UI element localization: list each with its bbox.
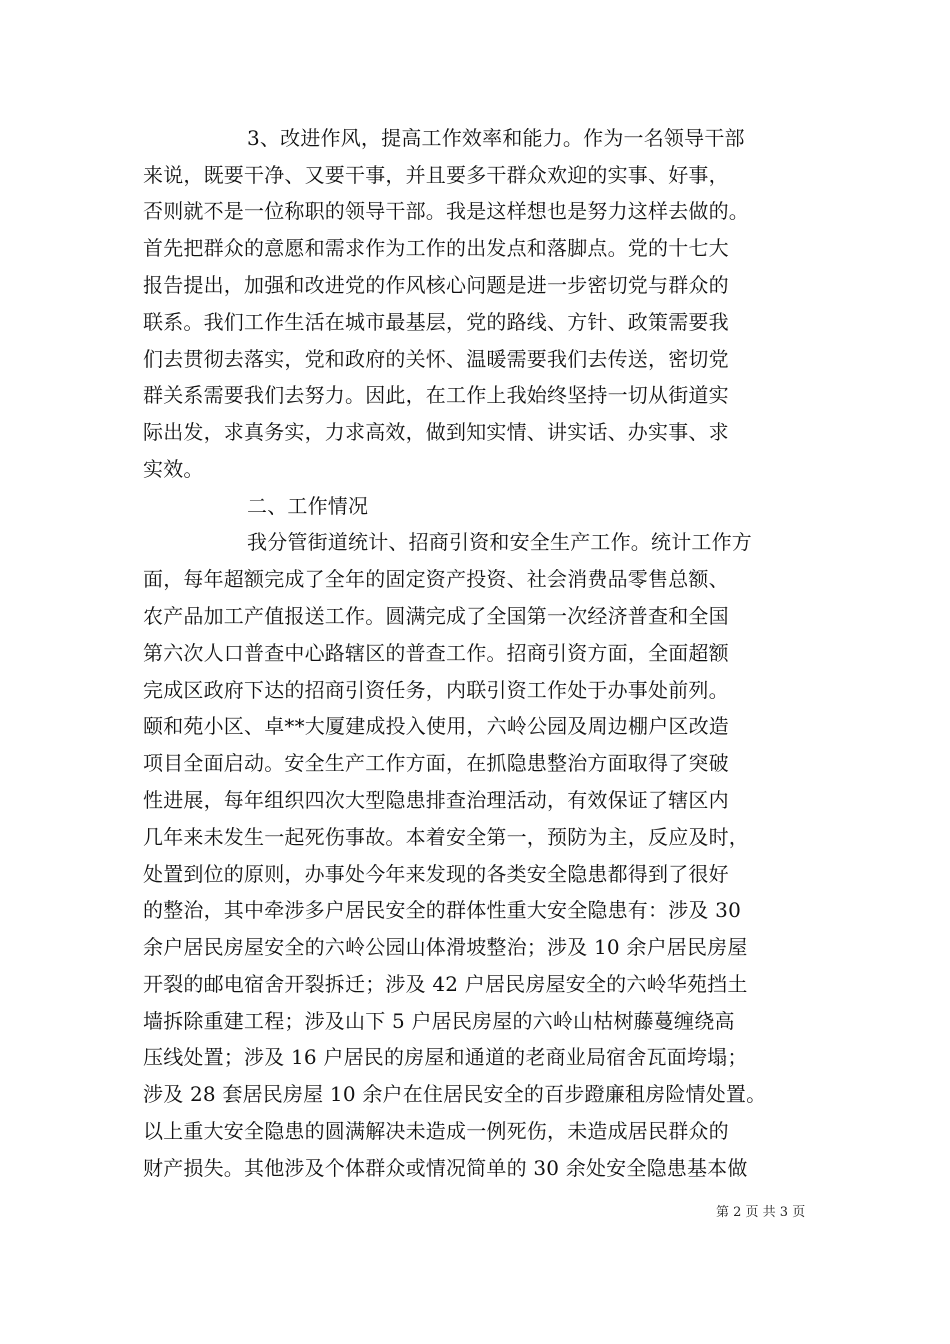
text-line: 涉及 28 套居民房屋 10 余户在住居民安全的百步蹬廉租房险情处置。 [143,1082,767,1106]
text-line: 来说，既要干净、又要干事，并且要多干群众欢迎的实事、好事， [143,163,729,187]
text-line: 面，每年超额完成了全年的固定资产投资、社会消费品零售总额、 [143,567,729,591]
text-line: 财产损失。其他涉及个体群众或情况简单的 30 余处安全隐患基本做 [143,1156,748,1180]
text-line: 的整治，其中牵涉多户居民安全的群体性重大安全隐患有：涉及 30 [143,898,742,922]
text-line: 压线处置；涉及 16 户居民的房屋和通道的老商业局宿舍瓦面垮塌； [143,1045,748,1069]
text-line: 项目全面启动。安全生产工作方面，在抓隐患整治方面取得了突破 [143,751,729,775]
text-line: 报告提出，加强和改进党的作风核心问题是进一步密切党与群众的 [143,273,729,297]
text-line: 3、改进作风，提高工作效率和能力。作为一名领导干部 [247,126,745,150]
text-line: 完成区政府下达的招商引资任务，内联引资工作处于办事处前列。 [143,678,729,702]
text-line: 处置到位的原则，办事处今年来发现的各类安全隐患都得到了很好 [143,862,729,886]
text-line: 几年来未发生一起死伤事故。本着安全第一，预防为主，反应及时， [143,825,749,849]
text-line: 开裂的邮电宿舍开裂拆迁；涉及 42 户居民房屋安全的六岭华苑挡土 [143,972,748,996]
text-line: 联系。我们工作生活在城市最基层，党的路线、方针、政策需要我 [143,310,729,334]
text-line: 否则就不是一位称职的领导干部。我是这样想也是努力这样去做的。 [143,199,749,223]
text-line: 们去贯彻去落实，党和政府的关怀、温暖需要我们去传送，密切党 [143,347,729,371]
text-line: 我分管街道统计、招商引资和安全生产工作。统计工作方 [247,530,752,554]
text-line: 群关系需要我们去努力。因此，在工作上我始终坚持一切从街道实 [143,383,729,407]
text-line: 际出发，求真务实，力求高效，做到知实情、讲实话、办实事、求 [143,420,729,444]
text-line: 性进展，每年组织四次大型隐患排查治理活动，有效保证了辖区内 [143,788,729,812]
text-line: 农产品加工产值报送工作。圆满完成了全国第一次经济普查和全国 [143,604,729,628]
text-line: 第六次人口普查中心路辖区的普查工作。招商引资方面，全面超额 [143,641,729,665]
text-line: 墙拆除重建工程；涉及山下 5 户居民房屋的六岭山枯树藤蔓缠绕高 [143,1009,735,1033]
text-line: 颐和苑小区、卓**大厦建成投入使用，六岭公园及周边棚户区改造 [143,714,729,738]
page-number-footer: 第 2 页 共 3 页 [716,1205,806,1220]
text-line: 实效。 [143,457,204,481]
text-line: 余户居民房屋安全的六岭公园山体滑坡整治；涉及 10 余户居民房屋 [143,935,748,959]
text-line: 以上重大安全隐患的圆满解决未造成一例死伤，未造成居民群众的 [143,1119,729,1143]
text-line: 首先把群众的意愿和需求作为工作的出发点和落脚点。党的十七大 [143,236,729,260]
section-heading: 二、工作情况 [247,494,369,518]
